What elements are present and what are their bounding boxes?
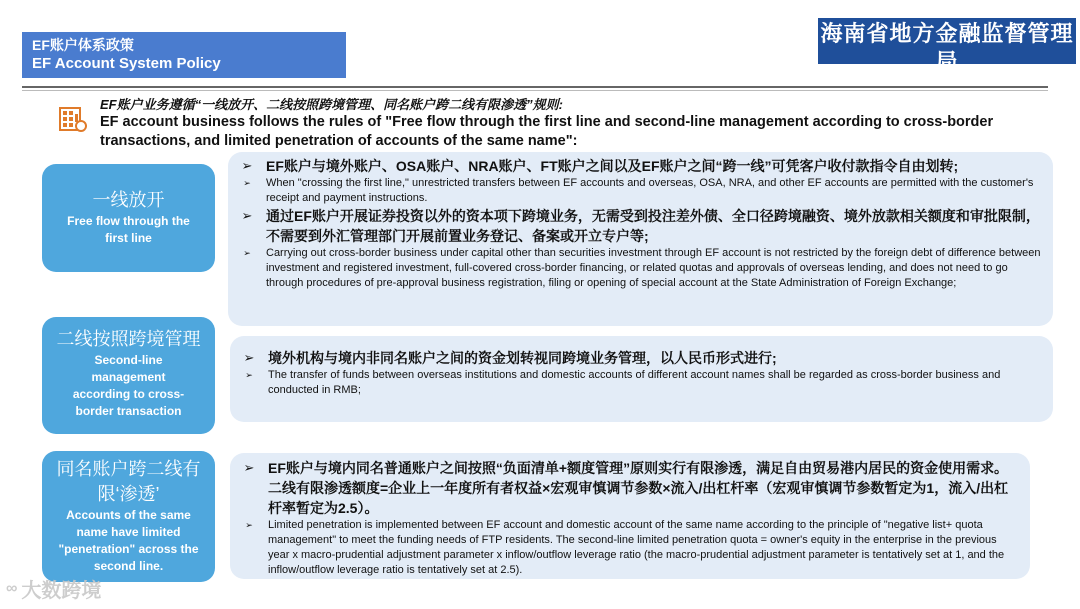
side-label-cn: 二线按照跨境管理 (56, 329, 201, 349)
bullet-text-en: When "crossing the first line," unrestricted transfers between EF accounts and overseas, OSA, NRA, and other EF accounts are permitted with the customer's receipt and payment instructions. (266, 177, 1034, 204)
bullet-arrow-icon: ➢ (243, 178, 251, 188)
intro-text-cn: EF账户业务遵循“一线放开、二线按照跨境管理、同名账户跨二线有限渗透”规则: (100, 97, 563, 112)
page-title-en: EF Account System Policy (32, 55, 221, 72)
bureau-logo (818, 18, 1076, 86)
side-label-first-line (42, 164, 215, 272)
bullet-text-en: Carrying out cross-border business under capital other than securities investment through EF account is not restricted by the foreign debt of difference between investment and registered investment, full-covered cross-border financing, or related quotas and approvals of overseas lending, and does not need to go through procedures of pre-approval business registration, filing or opening of special account at the State Administration of Foreign Exchange; (266, 247, 1041, 289)
bullet-cn (228, 206, 1043, 246)
bullet-arrow-icon: ➢ (243, 350, 255, 365)
bullet-en (228, 176, 1043, 206)
bullet-en (228, 246, 1043, 291)
bullet-cn (230, 348, 1043, 368)
bullet-cn (230, 458, 1020, 518)
infinity-logo-icon: ∞ (6, 579, 18, 597)
bullet-text-en: Limited penetration is implemented between EF account and domestic account of the same name according to the principle of "negative list+ quota management" to meet the funding needs of FTP residents. The second-line limited penetration quota = owner's equity in the enterprise in the previous year x macro-prudential adjustment parameter x inflow/outflow leverage ratio (the macro-prudential adjustment parameter is tentatively set at 1, and the inflow/outflow leverage ratio is tentatively set at 2.5). (268, 519, 1005, 576)
header-divider-thin (22, 90, 1048, 91)
bullet-arrow-icon: ➢ (243, 248, 251, 258)
bullet-arrow-icon: ➢ (245, 370, 253, 380)
bullet-arrow-icon: ➢ (241, 208, 253, 223)
panel-first-line (228, 152, 1053, 326)
page-title-box (22, 32, 346, 78)
side-label-cn: 同名账户跨二线有限‘渗透’ (56, 459, 201, 504)
bullet-text-en: The transfer of funds between overseas institutions and domestic accounts of different account names shall be regarded as cross-border business and conducted in RMB; (268, 369, 1001, 396)
side-label-same-name (42, 451, 215, 582)
intro-block (100, 96, 1040, 151)
side-label-cn: 一线放开 (92, 190, 165, 210)
bullet-cn (228, 156, 1043, 176)
bullet-en (230, 518, 1020, 578)
bullet-text-cn: EF账户与境内同名普通账户之间按照“负面清单+额度管理”原则实行有限渗透，满足自由贸易港内居民的资金使用需求。二线有限渗透额度=企业上一年度所有者权益×宏观审慎调节参数×流入/出杠杆率（宏观审慎调节参数暂定为1，流入/出杠杆率暂定为2.5）。 (268, 460, 1009, 516)
bullet-text-cn: 通过EF账户开展证券投资以外的资本项下跨境业务，无需受到投注差外债、全口径跨境融资、境外放款相关额度和审批限制，不需要到外汇管理部门开展前置业务登记、备案或开立专户等; (266, 208, 1040, 244)
watermark (6, 574, 101, 603)
bullet-text-cn: EF账户与境外账户、OSA账户、NRA账户、FT账户之间以及EF账户之间“跨一线”可凭客户收付款指令自由划转; (266, 158, 959, 174)
page-title-cn: EF账户体系政策 (32, 37, 134, 53)
side-label-en: Accounts of the same name have limited "penetration" across the second line. (58, 508, 199, 573)
watermark-text: 大数跨境 (21, 580, 102, 602)
panel-same-name (230, 453, 1030, 579)
header-divider (22, 86, 1048, 88)
building-grid-icon (58, 104, 88, 134)
side-label-second-line (42, 317, 215, 434)
logo-title-en: Local Financial Regulatory Bureau of Hainan Province (849, 77, 1045, 86)
logo-title-cn: 海南省地方金融监督管理局 (820, 21, 1074, 74)
bullet-arrow-icon: ➢ (243, 460, 255, 475)
bullet-arrow-icon: ➢ (241, 158, 253, 173)
side-label-en: Second-line management according to cross-border transaction (72, 353, 185, 418)
side-label-en: Free flow through the first line (67, 214, 190, 245)
bullet-en (230, 368, 1043, 398)
intro-text-en: EF account business follows the rules of "Free flow through the first line and second-line management according to cross-border transactions, and limited penetration of accounts of the same name": (100, 114, 994, 149)
bullet-text-cn: 境外机构与境内非同名账户之间的资金划转视同跨境业务管理，以人民币形式进行; (268, 350, 777, 366)
bullet-arrow-icon: ➢ (245, 520, 253, 530)
panel-second-line (230, 336, 1053, 422)
